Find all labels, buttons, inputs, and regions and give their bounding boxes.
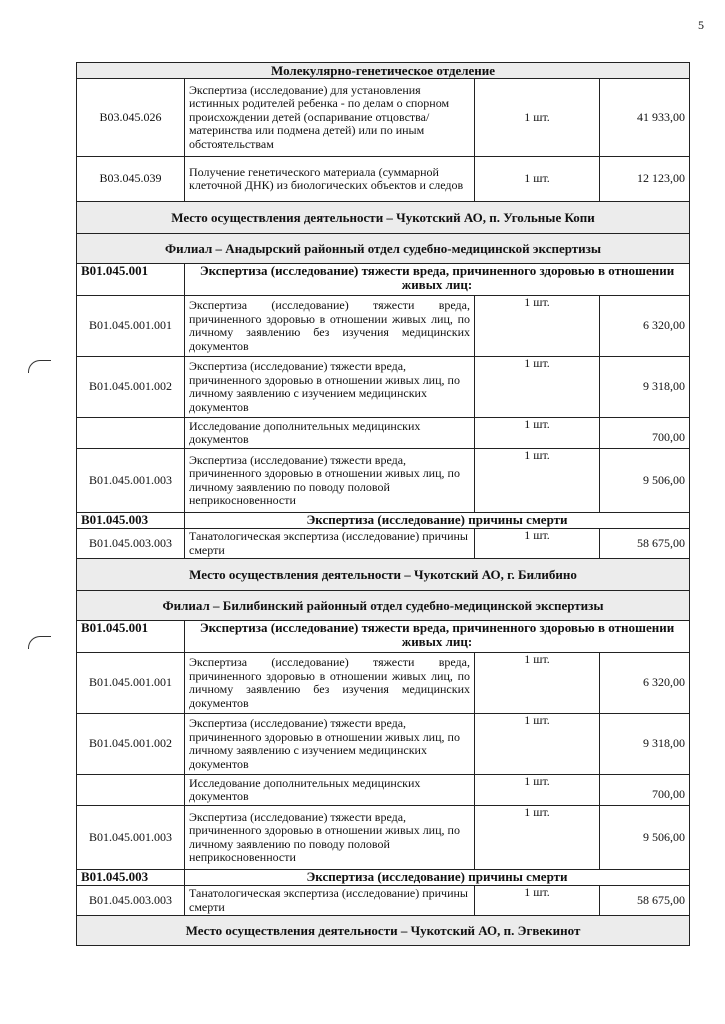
service-unit: 1 шт. xyxy=(475,886,600,916)
service-price: 9 318,00 xyxy=(600,357,690,418)
group-code: В01.045.001 xyxy=(77,264,185,296)
price-table-body xyxy=(77,63,690,946)
service-description: Исследование дополнительных медицинских документов xyxy=(185,775,475,806)
service-unit: 1 шт. xyxy=(475,529,600,559)
service-price: 700,00 xyxy=(600,418,690,449)
punch-hole-mark xyxy=(28,360,51,373)
service-description: Экспертиза (исследование) тяжести вреда, причиненного здоровью в отношении живых лиц, по личному заявлению по поводу половой неприкосновенности xyxy=(185,449,475,513)
service-description: Экспертиза (исследование) тяжести вреда, причиненного здоровью в отношении живых лиц, по личному заявлению без изучения медицинских документов xyxy=(185,653,475,714)
section-title: Место осуществления деятельности – Чукотский АО, п. Угольные Копи xyxy=(77,202,690,234)
group-code: В01.045.003 xyxy=(77,870,185,886)
service-code: В03.045.026 xyxy=(77,79,185,157)
section-title: Место осуществления деятельности – Чукотский АО, г. Билибино xyxy=(77,559,690,591)
service-description: Получение генетического материала (суммарной клеточной ДНК) из биологических объектов и следов xyxy=(185,157,475,202)
service-price: 9 506,00 xyxy=(600,806,690,870)
service-code xyxy=(77,418,185,449)
service-price: 6 320,00 xyxy=(600,296,690,357)
group-code: В01.045.003 xyxy=(77,513,185,529)
service-row xyxy=(77,653,690,714)
group-title: Экспертиза (исследование) причины смерти xyxy=(185,513,690,529)
service-unit: 1 шт. xyxy=(475,714,600,775)
service-row xyxy=(77,157,690,202)
price-table xyxy=(76,62,690,946)
service-code: В01.045.003.003 xyxy=(77,529,185,559)
service-description: Экспертиза (исследование) тяжести вреда, причиненного здоровью в отношении живых лиц, по личному заявлению с изучением медицинских документов xyxy=(185,357,475,418)
group-header-row xyxy=(77,621,690,653)
service-code: В01.045.003.003 xyxy=(77,886,185,916)
service-code: В01.045.001.002 xyxy=(77,714,185,775)
group-title: Экспертиза (исследование) тяжести вреда, причиненного здоровью в отношении живых лиц: xyxy=(185,621,690,653)
service-unit: 1 шт. xyxy=(475,357,600,418)
service-row xyxy=(77,775,690,806)
group-header-row xyxy=(77,513,690,529)
service-unit: 1 шт. xyxy=(475,775,600,806)
service-price: 12 123,00 xyxy=(600,157,690,202)
section-title: Филиал – Билибинский районный отдел судебно-медицинской экспертизы xyxy=(77,591,690,621)
service-description: Экспертиза (исследование) для установления истинных родителей ребенка - по делам о спорном происхождении детей (оспаривание отцовства/материнства или подмена детей) или по иным обстоятельствам xyxy=(185,79,475,157)
service-row xyxy=(77,418,690,449)
service-description: Танатологическая экспертиза (исследование) причины смерти xyxy=(185,529,475,559)
group-title: Экспертиза (исследование) тяжести вреда, причиненного здоровью в отношении живых лиц: xyxy=(185,264,690,296)
service-code: В01.045.001.001 xyxy=(77,296,185,357)
section-header-row xyxy=(77,591,690,621)
service-row xyxy=(77,529,690,559)
group-title: Экспертиза (исследование) причины смерти xyxy=(185,870,690,886)
punch-hole-mark xyxy=(28,636,51,649)
service-description: Танатологическая экспертиза (исследование) причины смерти xyxy=(185,886,475,916)
service-code: В01.045.001.003 xyxy=(77,806,185,870)
service-code: В01.045.001.001 xyxy=(77,653,185,714)
section-title: Филиал – Анадырский районный отдел судебно-медицинской экспертизы xyxy=(77,234,690,264)
service-row xyxy=(77,886,690,916)
group-header-row xyxy=(77,870,690,886)
service-code xyxy=(77,775,185,806)
group-code: В01.045.001 xyxy=(77,621,185,653)
service-unit: 1 шт. xyxy=(475,449,600,513)
section-header-row xyxy=(77,559,690,591)
section-header-row xyxy=(77,63,690,79)
service-row xyxy=(77,79,690,157)
service-unit: 1 шт. xyxy=(475,296,600,357)
service-code: В01.045.001.002 xyxy=(77,357,185,418)
service-unit: 1 шт. xyxy=(475,157,600,202)
service-row xyxy=(77,714,690,775)
service-unit: 1 шт. xyxy=(475,79,600,157)
section-title: Молекулярно-генетическое отделение xyxy=(77,63,690,79)
section-title: Место осуществления деятельности – Чукотский АО, п. Эгвекинот xyxy=(77,916,690,946)
group-header-row xyxy=(77,264,690,296)
service-price: 6 320,00 xyxy=(600,653,690,714)
service-unit: 1 шт. xyxy=(475,653,600,714)
service-row xyxy=(77,449,690,513)
service-row xyxy=(77,357,690,418)
service-price: 58 675,00 xyxy=(600,886,690,916)
service-description: Экспертиза (исследование) тяжести вреда, причиненного здоровью в отношении живых лиц, по личному заявлению без изучения медицинских документов xyxy=(185,296,475,357)
service-description: Исследование дополнительных медицинских документов xyxy=(185,418,475,449)
service-code: В03.045.039 xyxy=(77,157,185,202)
service-unit: 1 шт. xyxy=(475,806,600,870)
service-row xyxy=(77,806,690,870)
service-price: 9 318,00 xyxy=(600,714,690,775)
service-unit: 1 шт. xyxy=(475,418,600,449)
service-description: Экспертиза (исследование) тяжести вреда, причиненного здоровью в отношении живых лиц, по личному заявлению по поводу половой неприкосновенности xyxy=(185,806,475,870)
section-header-row xyxy=(77,234,690,264)
section-header-row xyxy=(77,916,690,946)
service-price: 9 506,00 xyxy=(600,449,690,513)
service-description: Экспертиза (исследование) тяжести вреда, причиненного здоровью в отношении живых лиц, по личному заявлению с изучением медицинских документов xyxy=(185,714,475,775)
service-price: 58 675,00 xyxy=(600,529,690,559)
service-row xyxy=(77,296,690,357)
section-header-row xyxy=(77,202,690,234)
page-number: 5 xyxy=(698,18,704,32)
service-price: 700,00 xyxy=(600,775,690,806)
service-code: В01.045.001.003 xyxy=(77,449,185,513)
service-price: 41 933,00 xyxy=(600,79,690,157)
